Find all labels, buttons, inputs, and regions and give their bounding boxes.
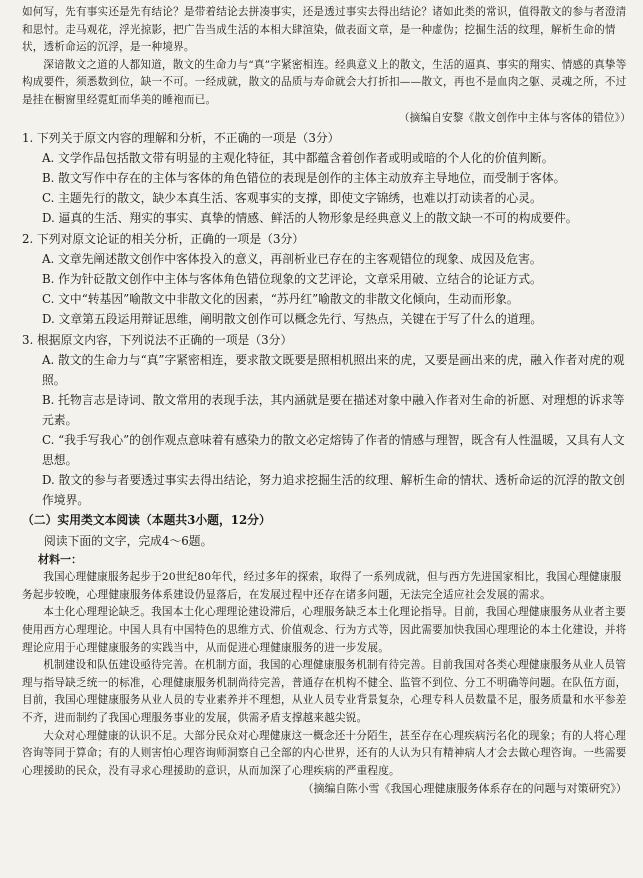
material-paragraph: 本土化心理理论缺乏。我国本土化心理理论建设滞后，心理服务缺乏本土化理论指导。目前，我国心理健康服务从业者主要使用西方心理理论。中国人具有中国特色的思维方式、价值观念、行为方式等，因此需要加快我国心理理论的本土化建设，并将理论应用于心理健康服务的实践当中，从而促进心理健康服务的进一步发展。 bbox=[22, 606, 627, 654]
question-stem: 3. 根据原文内容，下列说法不正确的一项是（3分） bbox=[22, 333, 293, 348]
section-heading: （二）实用类文本阅读（本题共3小题，12分） bbox=[22, 513, 271, 528]
material-paragraph: 大众对心理健康的认识不足。大部分民众对心理健康这一概念还十分陌生，甚至存在心理疾病污名化的现象；有的人将心理咨询等同于算命；有的人则害怕心理咨询师洞察自己全部的内心世界，还有的人认为只有精神病人才会去做心理咨询。一些需要心理援助的民众，没有寻求心理援助的意识，从而加深了心理疾病的严重程度。 bbox=[22, 729, 627, 777]
option-a: A. 散文的生命力与“真”字紧密相连，要求散文既要是照相机照出来的虎，又要是画出来的虎，融入作者对虎的观照。 bbox=[42, 353, 625, 388]
passage-source: （摘编自安黎《散文创作中主体与客体的错位》） bbox=[398, 111, 631, 124]
option-d: D. 逼真的生活、翔实的事实、真挚的情感、鲜活的人物形象是经典意义上的散文缺一不可的构成要件。 bbox=[42, 211, 578, 226]
option-a: A. 文学作品包括散文带有明显的主观化特征，其中都蕴含着创作者或明或暗的个人化的价值判断。 bbox=[42, 151, 554, 166]
question-1 bbox=[22, 128, 631, 228]
material-source: （摘编自陈小雪《我国心理健康服务体系存在的问题与对策研究》） bbox=[302, 782, 627, 796]
question-3 bbox=[22, 330, 631, 510]
option-c: C. 主题先行的散文，缺少本真生活、客观事实的支撑，即使文字锦绣，也难以打动读者的心灵。 bbox=[42, 191, 542, 206]
material-paragraph: 我国心理健康服务起步于20世纪80年代，经过多年的探索，取得了一系列成就，但与西方先进国家相比，我国心理健康服务起步较晚，心理健康服务体系建设仍显落后，在发展过程中还存在诸多问题，无法完全适应社会发展的需求。 bbox=[22, 571, 622, 601]
option-d: D. 散文的参与者要透过事实去得出结论，努力追求挖掘生活的纹理、解析生命的情状、透析命运的沉浮的散文创作境界。 bbox=[42, 473, 625, 508]
material-paragraph: 机制建设和队伍建设亟待完善。在机制方面，我国的心理健康服务机制有待完善。目前我国对各类心理健康服务从业人员管理与指导缺乏统一的标准，心理健康服务机制尚待完善，普通存在机构不健全、监管不到位、分工不明确等问题。在队伍方面，目前，我国心理健康服务从业人员的专业素养并不理想，从业人员专业背景复杂，心理专科人员数量不足，服务质量和水平参差不齐，进而制约了我国心理服务事业的发展，供需矛盾支撑越来越尖锐。 bbox=[22, 659, 627, 724]
option-c: C. “我手写我心”的创作观点意味着有感染力的散文必定熔铸了作者的情感与理智，既含有人性温暖，又具有人文思想。 bbox=[42, 433, 625, 468]
material-label: 材料一： bbox=[38, 553, 82, 567]
option-a: A. 文章先阐述散文创作中客体投入的意义，再剖析业已存在的主客观错位的现象、成因及危害。 bbox=[42, 252, 542, 267]
passage-paragraph: 如何写，先有事实还是先有结论？是带着结论去拼凑事实，还是透过事实去得出结论？诸如此类的常识，值得散文的参与者澄清和思忖。走马观花，浮光掠影，把广告当成生活的本相大肆渲染，做表面文章，是一种虚伪；挖掘生活的纹理，解析生命的情状，透析命运的沉浮，是一种境界。 bbox=[22, 6, 627, 54]
question-stem: 2. 下列对原文论证的相关分析，正确的一项是（3分） bbox=[22, 232, 305, 247]
option-b: B. 散文写作中存在的主体与客体的角色错位的表现是创作的主体主动放弃主导地位，而受制于客体。 bbox=[42, 171, 566, 186]
question-2 bbox=[22, 229, 631, 329]
option-c: C. 文中“转基因”喻散文中非散文化的因素，“苏丹红”喻散文的非散文化倾向，生动而形象。 bbox=[42, 292, 519, 307]
passage-continuation bbox=[22, 4, 631, 127]
section-intro: 阅读下面的文字，完成4～6题。 bbox=[44, 534, 213, 549]
question-stem: 1. 下列关于原文内容的理解和分析，不正确的一项是（3分） bbox=[22, 131, 340, 146]
option-b: B. 托物言志是诗词、散文常用的表现手法，其内涵就是要在描述对象中融入作者对生命的祈愿、对理想的诉求等元素。 bbox=[42, 393, 625, 428]
passage-paragraph: 深谙散文之道的人都知道，散文的生命力与“真”字紧密相连。经典意义上的散文，生活的逼真、事实的翔实、情感的真挚等构成要件，须悉数到位，缺一不可。一经成就，散文的品质与寿命就会大打折扣——散文，再也不是血肉之躯、灵魂之所，不过是挂在橱窗里经霓虹而华美的睡袍而已。 bbox=[22, 58, 627, 106]
option-d: D. 文章第五段运用辩证思维，阐明散文创作可以概念先行、写热点，关键在于写了什么的道理。 bbox=[42, 312, 543, 327]
section-2 bbox=[22, 510, 631, 798]
option-b: B. 作为针砭散文创作中主体与客体角色错位现象的文艺评论，文章采用破、立结合的论证方式。 bbox=[42, 272, 542, 287]
